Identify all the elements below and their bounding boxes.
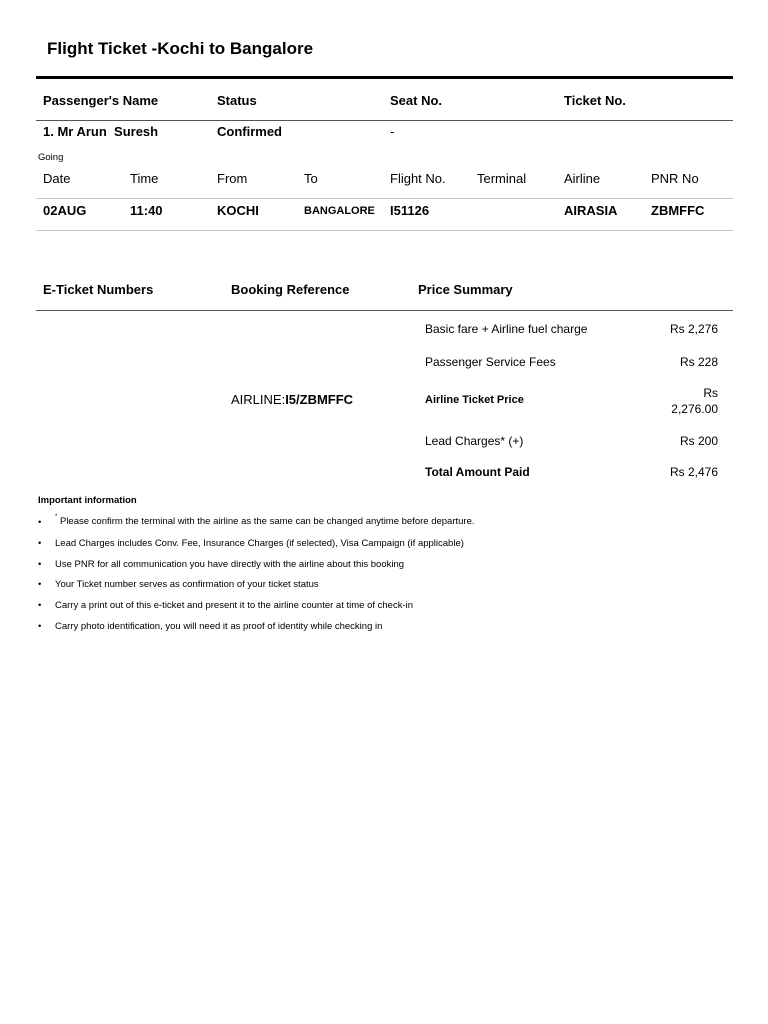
price-amount-ticket-price-currency: Rs — [703, 386, 718, 400]
booking-reference-prefix: AIRLINE: — [231, 392, 286, 407]
header-date: Date — [43, 171, 71, 186]
page-title: Flight Ticket -Kochi to Bangalore — [47, 39, 314, 58]
price-label-ticket-price: Airline Ticket Price — [425, 394, 524, 406]
header-from: From — [217, 171, 248, 186]
title-divider — [36, 76, 733, 79]
journey-flight-no: I51126 — [390, 203, 430, 218]
header-time: Time — [130, 171, 159, 186]
passenger-header-divider — [36, 120, 733, 121]
asterisk-mark: * — [55, 514, 58, 520]
price-amount-basic-fare: Rs 2,276 — [669, 322, 718, 336]
passenger-status: Confirmed — [217, 124, 282, 139]
bullet-icon: • — [38, 579, 42, 590]
header-airline: Airline — [564, 171, 601, 186]
important-item-1: * Please confirm the terminal with the airline as the same can be changed anytime before departure. — [55, 514, 475, 527]
important-item-5: Carry a print out of this e-ticket and present it to the airline counter at time of check-in — [55, 600, 414, 611]
price-label-lead-charges: Lead Charges* (+) — [425, 434, 524, 448]
bullet-icon: • — [38, 621, 42, 632]
price-amount-total: Rs 2,476 — [669, 465, 718, 479]
header-pnr-no: PNR No — [651, 171, 699, 186]
important-item-2: Lead Charges includes Conv. Fee, Insurance Charges (if selected), Visa Campaign (if applicable) — [55, 538, 464, 549]
price-amount-service-fees: Rs 228 — [679, 355, 718, 369]
price-label-basic-fare: Basic fare + Airline fuel charge — [425, 322, 588, 336]
header-status: Status — [217, 93, 257, 108]
booking-reference-code: I5/ZBMFFC — [285, 392, 354, 407]
header-ticket-no: Ticket No. — [564, 93, 626, 108]
journey-time: 11:40 — [130, 203, 163, 218]
bullet-icon: • — [38, 600, 42, 611]
header-flight-no: Flight No. — [390, 171, 446, 186]
passenger-seat: - — [390, 124, 395, 139]
journey-row-divider — [36, 230, 733, 231]
important-item-4: Your Ticket number serves as confirmation of your ticket status — [55, 579, 319, 590]
price-label-service-fees: Passenger Service Fees — [425, 355, 556, 369]
bullet-icon: • — [38, 559, 42, 570]
header-price-summary: Price Summary — [418, 282, 513, 297]
header-booking-reference: Booking Reference — [231, 282, 350, 297]
journey-label: Going — [38, 152, 64, 163]
booking-reference — [231, 392, 353, 407]
passenger-name: 1. Mr Arun Suresh — [43, 124, 159, 139]
journey-to: BANGALORE — [304, 205, 375, 217]
bullet-icon: • — [38, 517, 42, 528]
bullet-icon: • — [38, 538, 42, 549]
journey-airline: AIRASIA — [564, 203, 618, 218]
header-terminal: Terminal — [477, 171, 527, 186]
journey-header-divider — [36, 198, 733, 199]
journey-date: 02AUG — [43, 203, 87, 218]
journey-from: KOCHI — [217, 203, 259, 218]
price-label-total: Total Amount Paid — [425, 465, 530, 479]
header-to: To — [304, 171, 318, 186]
important-item-6: Carry photo identification, you will need it as proof of identity while checking in — [55, 621, 383, 632]
price-amount-ticket-price-value: 2,276.00 — [671, 402, 718, 416]
booking-header-divider — [36, 310, 733, 311]
header-e-ticket-numbers: E-Ticket Numbers — [43, 282, 154, 297]
journey-pnr: ZBMFFC — [651, 203, 705, 218]
price-amount-lead-charges: Rs 200 — [679, 434, 718, 448]
important-heading: Important information — [38, 495, 137, 506]
header-passenger-name: Passenger's Name — [43, 93, 159, 108]
header-seat-no: Seat No. — [390, 93, 443, 108]
important-item-3: Use PNR for all communication you have directly with the airline about this booking — [55, 559, 405, 570]
